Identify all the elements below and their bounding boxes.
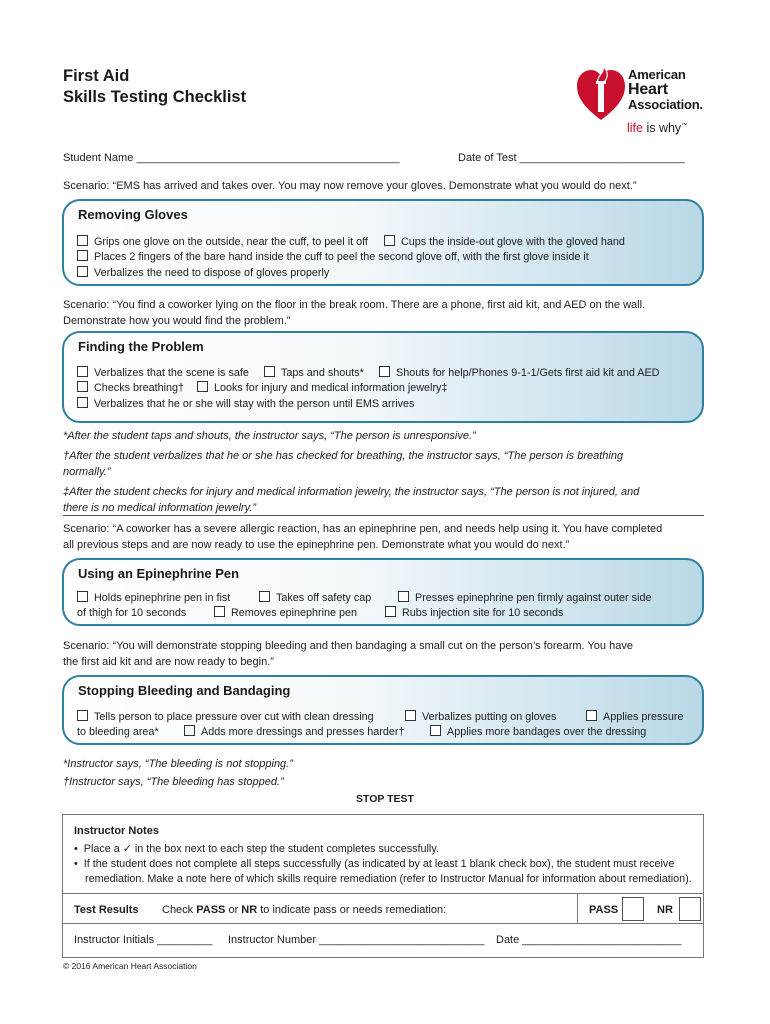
checkbox[interactable] bbox=[405, 710, 416, 721]
scenario-2: Scenario: “You find a coworker lying on the floor in the break room. There are a phone, first aid kit, and AED on the wall. Demonstrate how you would find the problem.” bbox=[63, 299, 646, 327]
check-item[interactable]: Verbalizes the need to dispose of gloves properly bbox=[77, 266, 329, 280]
pass-checkbox[interactable] bbox=[622, 897, 644, 921]
student-name-field[interactable]: Student Name ___________________________________________ bbox=[63, 152, 400, 164]
logo-tagline: life is why™ bbox=[627, 121, 688, 135]
checkbox[interactable] bbox=[379, 366, 390, 377]
scenario-4: Scenario: “You will demonstrate stopping bleeding and then bandaging a small cut on the person’s forearm. You have the first aid kit and are now ready to begin.” bbox=[63, 640, 633, 668]
pass-label: PASS bbox=[589, 904, 619, 916]
checkbox[interactable] bbox=[77, 266, 88, 277]
checkbox[interactable] bbox=[184, 725, 195, 736]
instructor-date-field[interactable]: Date __________________________ bbox=[496, 934, 682, 946]
title-line-2: Skills Testing Checklist bbox=[63, 88, 247, 106]
section-finding-the-problem bbox=[62, 331, 704, 423]
check-item[interactable]: Taps and shouts* bbox=[264, 366, 364, 380]
check-item[interactable]: Places 2 fingers of the bare hand inside the cuff to peel the second glove off, with the first glove inside it bbox=[77, 250, 589, 264]
stop-test-label: STOP TEST bbox=[356, 793, 414, 805]
check-item[interactable]: Presses epinephrine pen firmly against outer side bbox=[398, 591, 651, 605]
test-results-instructions: Check PASS or NR to indicate pass or needs remediation: bbox=[162, 904, 447, 916]
check-item[interactable]: Verbalizes putting on gloves bbox=[405, 710, 556, 724]
divider bbox=[63, 893, 703, 894]
instructor-notes-list: • Place a ✓ in the box next to each step the student completes successfully. • If the student does not complete all steps successfully (as indicated by at least 1 blank check box), the student must receive remediation. Make a note here of which skills require remediation (refer to Instructor Manual for information about remediation). bbox=[74, 843, 692, 885]
check-item[interactable]: Grips one glove on the outside, near the cuff, to peel it off bbox=[77, 235, 368, 249]
section-heading: Removing Gloves bbox=[78, 207, 188, 222]
nr-checkbox[interactable] bbox=[679, 897, 701, 921]
title-line-1: First Aid bbox=[63, 67, 130, 85]
checkbox[interactable] bbox=[77, 397, 88, 408]
checkbox[interactable] bbox=[586, 710, 597, 721]
aha-logo bbox=[575, 62, 725, 138]
instructor-notes-heading: Instructor Notes bbox=[74, 825, 159, 837]
checkbox[interactable] bbox=[214, 606, 225, 617]
checkbox[interactable] bbox=[259, 591, 270, 602]
section-using-epinephrine-pen bbox=[62, 558, 704, 626]
copyright: © 2016 American Heart Association bbox=[63, 961, 197, 971]
divider bbox=[577, 893, 578, 923]
date-of-test-field[interactable]: Date of Test ___________________________ bbox=[458, 152, 685, 164]
divider bbox=[63, 515, 704, 516]
scenario-1: Scenario: “EMS has arrived and takes over. You may now remove your gloves. Demonstrate what you would do next.” bbox=[63, 180, 637, 192]
check-item[interactable]: Rubs injection site for 10 seconds bbox=[385, 606, 563, 620]
checkbox[interactable] bbox=[197, 381, 208, 392]
instructor-number-field[interactable]: Instructor Number ___________________________ bbox=[228, 934, 485, 946]
checkbox[interactable] bbox=[398, 591, 409, 602]
check-item[interactable]: Tells person to place pressure over cut with clean dressing bbox=[77, 710, 374, 724]
nr-label: NR bbox=[657, 904, 673, 916]
checkbox[interactable] bbox=[430, 725, 441, 736]
heart-torch-icon bbox=[575, 64, 627, 122]
checkbox[interactable] bbox=[77, 710, 88, 721]
section-heading: Finding the Problem bbox=[78, 339, 204, 354]
test-results-label: Test Results bbox=[74, 904, 139, 916]
checkbox[interactable] bbox=[77, 366, 88, 377]
check-item[interactable]: Looks for injury and medical information jewelry‡ bbox=[197, 381, 447, 395]
section-stopping-bleeding bbox=[62, 675, 704, 745]
section-removing-gloves bbox=[62, 199, 704, 286]
check-item[interactable]: Checks breathing† bbox=[77, 381, 184, 395]
checkbox[interactable] bbox=[264, 366, 275, 377]
check-item[interactable]: Removes epinephrine pen bbox=[214, 606, 357, 620]
check-item[interactable]: Verbalizes that he or she will stay with the person until EMS arrives bbox=[77, 397, 414, 411]
check-item[interactable]: Cups the inside-out glove with the gloved hand bbox=[384, 235, 625, 249]
note-bullet: • Place a ✓ in the box next to each step the student completes successfully. bbox=[74, 843, 439, 855]
checkbox[interactable] bbox=[77, 250, 88, 261]
instructor-initials-field[interactable]: Instructor Initials _________ bbox=[74, 934, 213, 946]
checkbox[interactable] bbox=[385, 606, 396, 617]
bleeding-cue-notes: *Instructor says, “The bleeding is not stopping.” †Instructor says, “The bleeding has stopped.” bbox=[63, 758, 293, 788]
section-heading: Stopping Bleeding and Bandaging bbox=[78, 683, 291, 698]
check-item[interactable]: Adds more dressings and presses harder† bbox=[184, 725, 404, 739]
check-item-continuation: of thigh for 10 seconds bbox=[77, 607, 187, 619]
logo-wordmark: American Heart Association. bbox=[628, 67, 703, 112]
check-item[interactable]: Verbalizes that the scene is safe bbox=[77, 366, 249, 380]
checkbox[interactable] bbox=[384, 235, 395, 246]
checkbox[interactable] bbox=[77, 591, 88, 602]
check-item-continuation: to bleeding area* bbox=[77, 726, 159, 738]
page-title bbox=[63, 66, 246, 108]
checkbox[interactable] bbox=[77, 235, 88, 246]
instructor-notes-panel bbox=[62, 814, 704, 958]
scenario-3: Scenario: “A coworker has a severe allergic reaction, has an epinephrine pen, and needs help using it. You have completed all previous steps and are now ready to use the epinephrine pen. Demonstrate what you would do next.” bbox=[63, 523, 663, 551]
check-item[interactable]: Applies more bandages over the dressing bbox=[430, 725, 646, 739]
check-item[interactable]: Takes off safety cap bbox=[259, 591, 371, 605]
divider bbox=[63, 923, 703, 924]
checkbox[interactable] bbox=[77, 381, 88, 392]
note-bullet: • If the student does not complete all steps successfully (as indicated by at least 1 blank check box), the student must receive bbox=[74, 858, 675, 870]
section-heading: Using an Epinephrine Pen bbox=[78, 566, 240, 581]
instructor-cue-notes: *After the student taps and shouts, the instructor says, “The person is unresponsive.” †After the student verbalizes that he or she has checked for breathing, the instructor says, “The person is breathing normally.” ‡After the student checks for injury and medical information jewelry, the instructor says, “The person is not injured, and there is no medical information jewelry.” bbox=[63, 430, 640, 514]
check-item[interactable]: Shouts for help/Phones 9-1-1/Gets first aid kit and AED bbox=[379, 366, 659, 380]
check-item[interactable]: Holds epinephrine pen in fist bbox=[77, 591, 230, 605]
check-item[interactable]: Applies pressure bbox=[586, 710, 683, 724]
